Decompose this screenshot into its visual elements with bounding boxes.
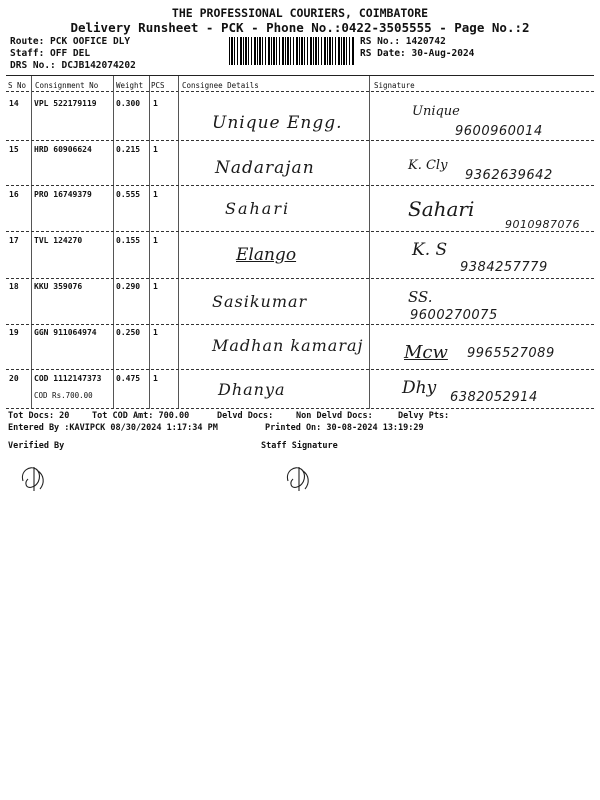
row-weight: 0.155 <box>116 236 141 245</box>
verified-by-label: Verified By <box>8 441 65 451</box>
col-divider <box>113 76 114 409</box>
col-consignment: Consignment No <box>35 81 99 90</box>
consignee-name: Madhan kamaraj <box>212 336 364 355</box>
row-pcs: 1 <box>153 282 158 291</box>
row-sno: 18 <box>9 282 19 291</box>
row-divider <box>6 231 594 232</box>
row-sno: 15 <box>9 145 19 154</box>
table-header-rule <box>6 91 594 92</box>
row-weight: 0.290 <box>116 282 141 291</box>
row-consignment: KKU 359076 <box>34 282 83 291</box>
row-divider <box>6 278 594 279</box>
signature-phone: 9965527089 <box>467 346 555 361</box>
signature-scrawl: Mcw <box>404 342 448 363</box>
row-consignment: TVL 124270 <box>34 236 83 245</box>
signature-scrawl: Dhy <box>402 378 437 398</box>
row-pcs: 1 <box>153 99 158 108</box>
row-weight: 0.250 <box>116 328 141 337</box>
row-pcs: 1 <box>153 236 158 245</box>
row-weight: 0.555 <box>116 190 141 199</box>
table-top-rule <box>6 75 594 76</box>
col-weight: Weight <box>116 81 144 90</box>
row-consignment: PRO 16749379 <box>34 190 92 199</box>
consignee-name: Sahari <box>225 199 291 218</box>
row-divider <box>6 185 594 186</box>
col-consignee: Consignee Details <box>182 81 259 90</box>
runsheet-subtitle: Delivery Runsheet - PCK - Phone No.:0422-3505555 - Page No.:2 <box>70 20 530 35</box>
consignee-name: Unique Engg. <box>212 113 343 133</box>
row-sno: 20 <box>9 374 19 383</box>
total-cod: Tot COD Amt: 700.00 <box>92 411 190 421</box>
row-divider <box>6 369 594 370</box>
staff-signature-mark <box>283 461 313 495</box>
entered-by: Entered By :KAVIPCK 08/30/2024 1:17:34 PM <box>8 423 218 433</box>
signature-scrawl: Sahari <box>408 197 475 221</box>
signature-phone: 9362639642 <box>465 168 553 183</box>
staff-signature-label: Staff Signature <box>261 441 338 451</box>
signature-phone: 6382052914 <box>450 390 538 405</box>
col-sno: S No <box>8 81 27 90</box>
rs-number: RS No.: 1420742 <box>360 36 446 47</box>
total-docs: Tot Docs: 20 <box>8 411 70 421</box>
col-pcs: PCS <box>151 81 165 90</box>
row-pcs: 1 <box>153 145 158 154</box>
col-divider <box>149 76 150 409</box>
verified-signature-mark <box>18 461 48 495</box>
delivered-docs: Delvd Docs: <box>217 411 274 421</box>
signature-scrawl: Unique <box>412 104 460 119</box>
col-divider <box>31 76 32 409</box>
row-weight: 0.215 <box>116 145 141 154</box>
row-divider <box>6 324 594 325</box>
row-sno: 19 <box>9 328 19 337</box>
row-weight: 0.300 <box>116 99 141 108</box>
row-sno: 14 <box>9 99 19 108</box>
col-divider <box>178 76 179 409</box>
signature-phone: 9384257779 <box>460 260 548 275</box>
row-consignment: COD 1112147373 <box>34 374 102 383</box>
row-consignment: HRD 60906624 <box>34 145 92 154</box>
consignee-name: Dhanya <box>218 380 286 399</box>
rs-date: RS Date: 30-Aug-2024 <box>360 48 475 59</box>
delivery-points: Delvy Pts: <box>398 411 450 421</box>
row-weight: 0.475 <box>116 374 141 383</box>
col-divider <box>369 76 370 409</box>
signature-phone: 9010987076 <box>505 218 580 231</box>
signature-scrawl: SS. <box>408 288 433 306</box>
company-title: THE PROFESSIONAL COURIERS, COIMBATORE <box>171 6 429 20</box>
row-sno: 16 <box>9 190 19 199</box>
consignee-name: Elango <box>236 245 297 265</box>
row-pcs: 1 <box>153 328 158 337</box>
table-bottom-rule <box>6 408 594 409</box>
row-pcs: 1 <box>153 190 158 199</box>
barcode <box>229 37 354 65</box>
signature-phone: 9600960014 <box>455 124 543 139</box>
drs-number: DRS No.: DCJB142074202 <box>10 60 136 71</box>
signature-scrawl: K. Cly <box>408 158 448 173</box>
consignee-name: Nadarajan <box>215 158 315 178</box>
col-signature: Signature <box>374 81 415 90</box>
row-consignment: GGN 911064974 <box>34 328 97 337</box>
consignee-name: Sasikumar <box>212 292 308 311</box>
signature-scrawl: K. S <box>412 240 448 260</box>
cod-amount: COD Rs.700.00 <box>34 391 93 400</box>
signature-phone: 9600270075 <box>410 308 498 323</box>
staff-label: Staff: OFF DEL <box>10 48 91 59</box>
row-pcs: 1 <box>153 374 158 383</box>
printed-on: Printed On: 30-08-2024 13:19:29 <box>265 423 424 433</box>
row-divider <box>6 140 594 141</box>
non-delivered-docs: Non Delvd Docs: <box>296 411 373 421</box>
row-sno: 17 <box>9 236 19 245</box>
route-label: Route: PCK OOFICE DLY <box>10 36 131 47</box>
row-consignment: VPL 522179119 <box>34 99 97 108</box>
